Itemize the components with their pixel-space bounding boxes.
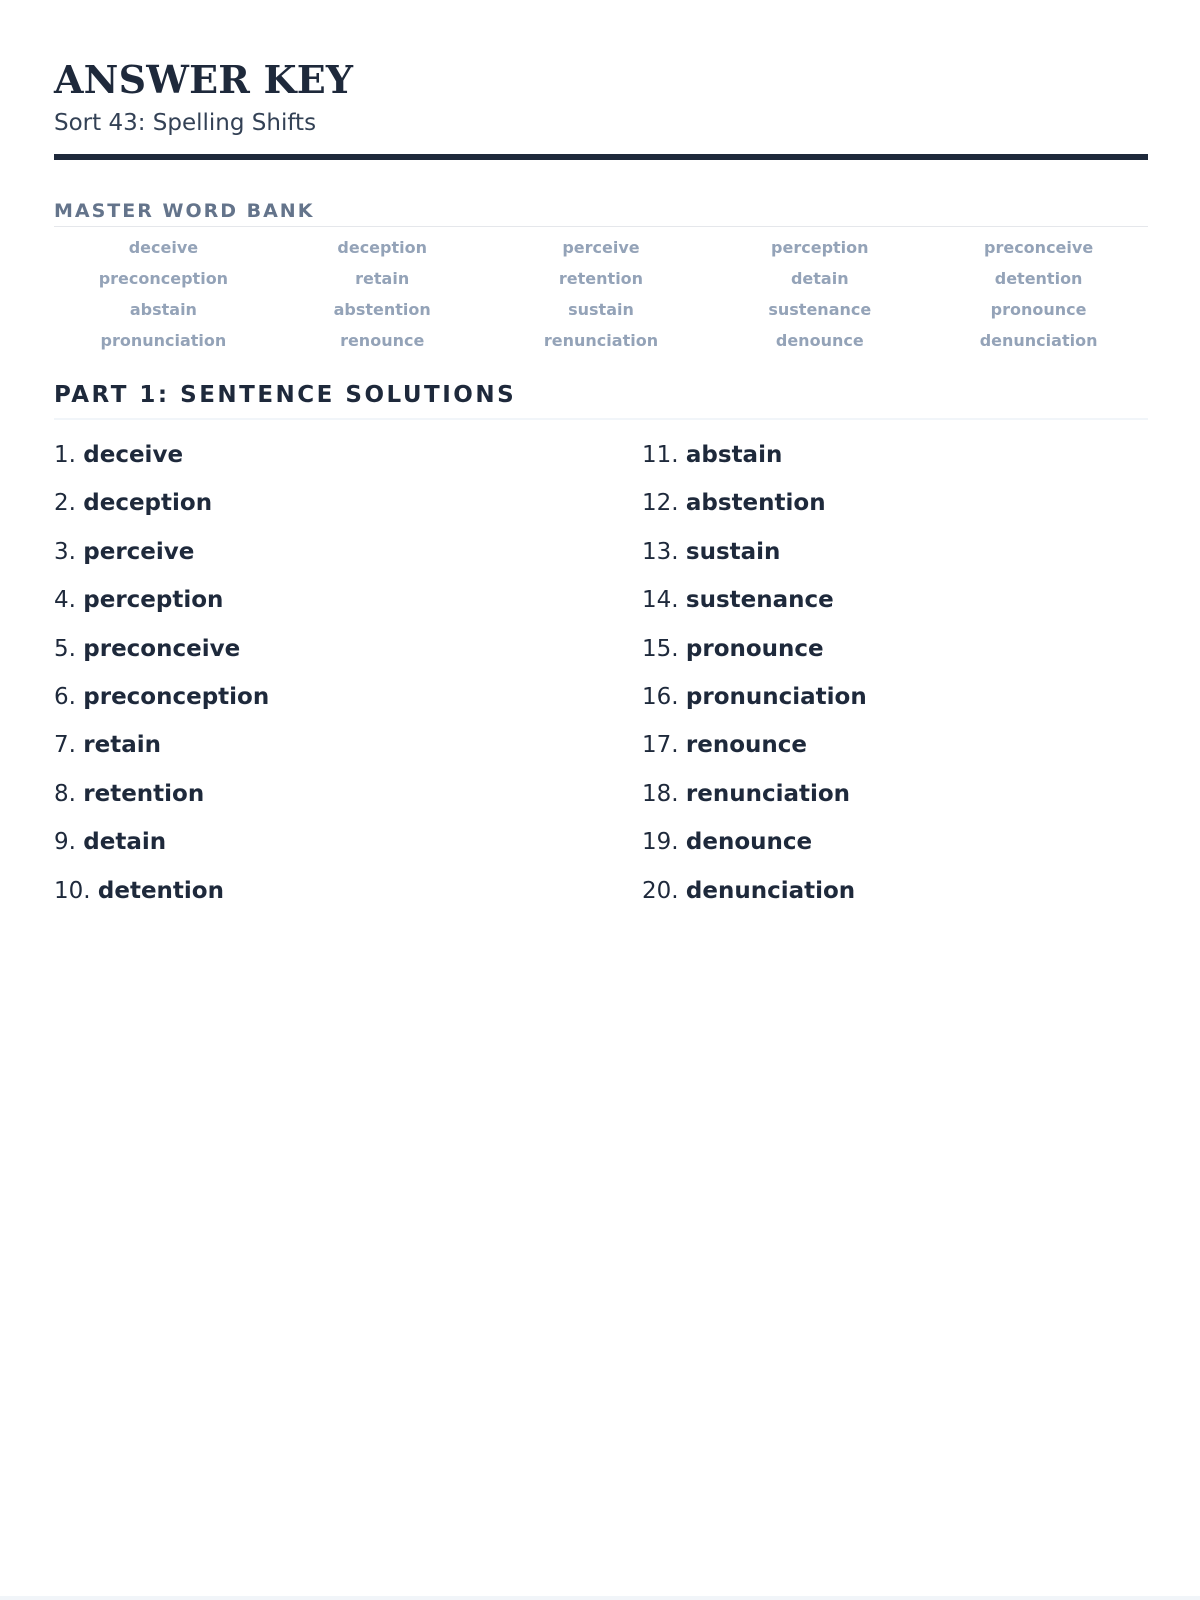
answer-item <box>54 827 642 875</box>
answer-item <box>54 634 642 682</box>
answer-number: 8. <box>54 780 76 807</box>
bank-word: sustenance <box>768 300 872 319</box>
answer-item <box>642 682 1148 730</box>
answer-number: 11. <box>642 442 679 468</box>
answer-number: 7. <box>54 732 76 759</box>
word-bank-grid <box>54 237 1148 352</box>
bank-word: retain <box>355 269 410 288</box>
answer-word: abstain <box>685 442 783 468</box>
title-divider <box>54 154 1148 160</box>
bank-word: detain <box>790 269 849 288</box>
answer-word: sustain <box>685 538 781 565</box>
bank-word: preconception <box>98 269 229 288</box>
bank-word: sustain <box>568 300 634 319</box>
answer-item <box>54 440 642 488</box>
bank-word: abstain <box>129 300 197 319</box>
answer-number: 6. <box>54 683 76 710</box>
answer-word: retain <box>83 732 161 759</box>
answer-number: 4. <box>54 587 76 614</box>
answer-list <box>54 440 1148 924</box>
bank-word: perception <box>771 238 869 257</box>
answer-item <box>54 876 642 924</box>
answer-number: 5. <box>54 635 76 662</box>
bank-word: deceive <box>128 238 199 257</box>
answer-number: 14. <box>642 587 679 614</box>
bank-word: abstention <box>333 300 431 319</box>
answer-word: detain <box>83 829 167 856</box>
answer-item <box>642 876 1148 924</box>
answer-word: deceive <box>83 442 184 468</box>
answer-item <box>54 730 642 778</box>
answer-word: preconceive <box>83 635 241 662</box>
answer-word: denounce <box>685 829 813 856</box>
answer-word: abstention <box>685 490 826 517</box>
answer-word: detention <box>97 877 224 904</box>
bank-word: retention <box>558 269 644 288</box>
answer-word: pronunciation <box>685 683 867 710</box>
answer-item <box>642 779 1148 827</box>
answer-word: sustenance <box>685 587 834 614</box>
answer-word: perceive <box>83 538 195 565</box>
answer-word: retention <box>83 780 205 807</box>
answer-number: 1. <box>54 442 76 468</box>
bank-word: deception <box>337 238 427 257</box>
answer-item <box>642 488 1148 536</box>
answer-number: 16. <box>642 683 679 710</box>
page-subtitle: Sort 43: Spelling Shifts <box>54 110 317 136</box>
bank-word: detention <box>994 269 1083 288</box>
answer-number: 19. <box>642 829 679 856</box>
page-title: ANSWER KEY <box>54 57 354 102</box>
answer-item <box>642 730 1148 778</box>
page-bottom-edge <box>0 1596 1200 1600</box>
answer-word: renunciation <box>685 780 851 807</box>
bank-word: pronunciation <box>100 331 227 350</box>
bank-word: renounce <box>340 331 425 350</box>
answer-item <box>54 682 642 730</box>
answer-item <box>642 827 1148 875</box>
bank-word: pronounce <box>990 300 1087 319</box>
answer-word: perception <box>83 587 224 614</box>
answer-number: 9. <box>54 829 76 856</box>
word-bank-heading: MASTER WORD BANK <box>54 200 1148 227</box>
bank-word: perceive <box>562 238 640 257</box>
answer-word: denunciation <box>685 877 856 904</box>
answer-item <box>642 440 1148 488</box>
bank-word: preconceive <box>984 238 1094 257</box>
answer-word: pronounce <box>685 635 824 662</box>
answer-number: 12. <box>642 490 679 517</box>
bank-word: denounce <box>775 331 864 350</box>
answer-item <box>54 779 642 827</box>
answer-item <box>642 634 1148 682</box>
part1-heading: PART 1: SENTENCE SOLUTIONS <box>54 382 1148 420</box>
answer-number: 15. <box>642 635 679 662</box>
answer-number: 20. <box>642 877 679 904</box>
answer-item <box>642 537 1148 585</box>
answer-item <box>54 585 642 633</box>
answer-item <box>642 585 1148 633</box>
answer-word: renounce <box>685 732 807 759</box>
bank-word: renunciation <box>543 331 659 350</box>
answer-number: 13. <box>642 538 679 565</box>
answer-number: 18. <box>642 780 679 807</box>
answer-number: 10. <box>54 877 91 904</box>
bank-word: denunciation <box>979 331 1098 350</box>
answer-number: 3. <box>54 538 76 565</box>
answer-item <box>54 488 642 536</box>
answer-number: 2. <box>54 490 76 517</box>
answer-word: preconception <box>83 683 270 710</box>
answer-number: 17. <box>642 732 679 759</box>
answer-word: deception <box>83 490 213 517</box>
answer-item <box>54 537 642 585</box>
